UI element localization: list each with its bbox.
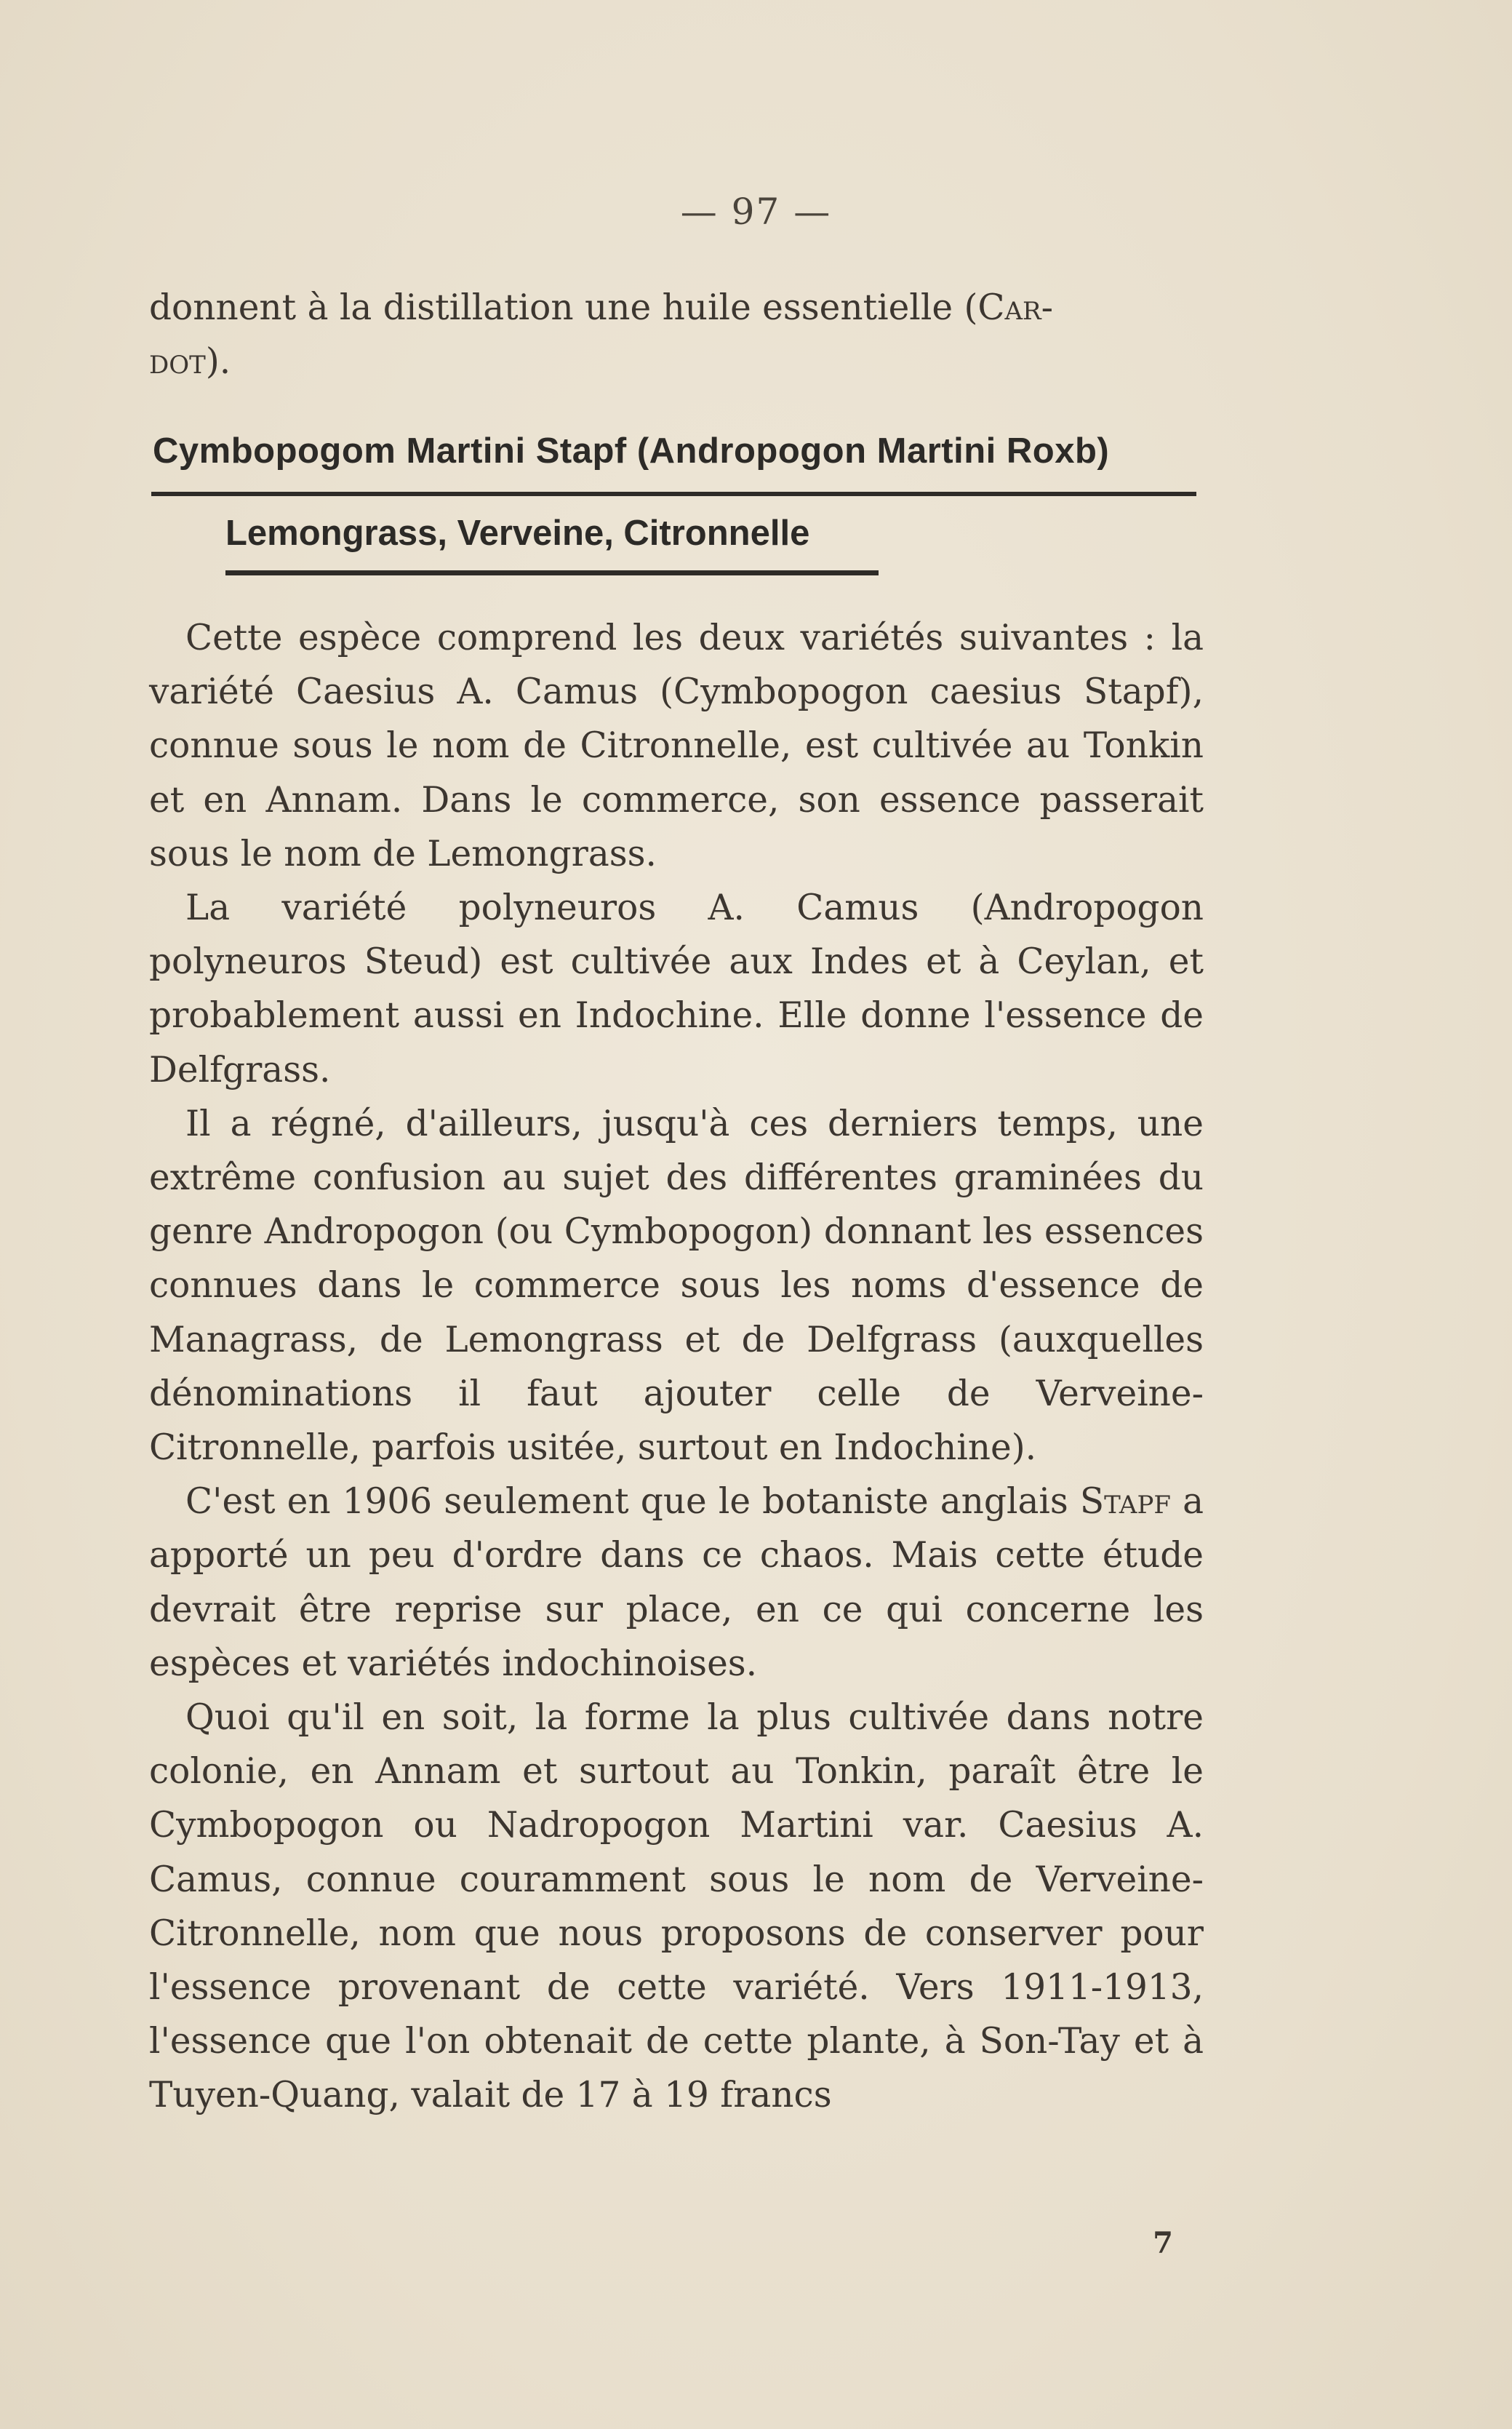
paragraph-polyneuros: La variété polyneuros A. Camus (Andropogon polyneuros Steud) est cultivée aux Indes et à Ceylan, et probablement aussi en Indochine. Elle donne l'essence de Delfgrass. xyxy=(149,888,1204,1090)
paragraph-varieties: Cette espèce comprend les deux variétés suivantes : la variété Caesius A. Camus (Cymbopogon caesius Stapf), connue sous le nom de Citronnelle, est cultivée au Tonkin et en Annam. Dans le commerce, son essence passerait sous le nom de Lemongrass. xyxy=(149,618,1204,874)
heading-rule xyxy=(151,492,1196,496)
stapf-before: C'est en 1906 seulement que le botaniste anglais xyxy=(185,1481,1080,1523)
intro-paragraph xyxy=(149,281,1204,388)
page-number: — 97 — xyxy=(680,191,832,233)
paragraph-confusion: Il a régné, d'ailleurs, jusqu'à ces derniers temps, une extrême confusion au sujet des différentes graminées du genre Andropogon (ou Cymbopogon) donnant les essences connues dans le commerce sous les noms d'essence de Managrass, de Lemongrass et de Delfgrass (auxquelles dénominations il faut ajouter celle de Verveine-Citronnelle, parfois usitée, surtout en Indochine). xyxy=(149,1103,1204,1469)
subheading-rule xyxy=(225,570,879,575)
body-text xyxy=(149,611,1204,2123)
signature-mark: 7 xyxy=(1153,2226,1173,2260)
intro-end: ). xyxy=(205,341,231,383)
author-name-part2: dot xyxy=(149,341,206,383)
stapf-name: Stapf xyxy=(1079,1481,1171,1523)
paragraph-stapf xyxy=(149,1475,1204,1691)
intro-line: donnent à la distillation une huile essentielle ( xyxy=(149,287,978,328)
author-name-part1: Car- xyxy=(977,287,1054,328)
species-heading: Cymbopogom Martini Stapf (Andropogon Martini Roxb) xyxy=(153,431,1110,471)
intro-text xyxy=(149,281,1204,388)
common-names-heading: Lemongrass, Verveine, Citronnelle xyxy=(225,514,810,553)
stapf-after: a apporté un peu d'ordre dans ce chaos. Mais cette étude devrait être reprise sur place, en ce qui concerne les espèces et variétés indochinoises. xyxy=(149,1481,1204,1684)
paragraph-cultivation: Quoi qu'il en soit, la forme la plus cultivée dans notre colonie, en Annam et surtout au Tonkin, paraît être le Cymbopogon ou Nadropogon Martini var. Caesius A. Camus, connue couramment sous le nom de Verveine-Citronnelle, nom que nous proposons de conserver pour l'essence provenant de cette variété. Vers 1911-1913, l'essence que l'on obtenait de cette plante, à Son-Tay et à Tuyen-Quang, valait de 17 à 19 francs xyxy=(149,1697,1204,2116)
